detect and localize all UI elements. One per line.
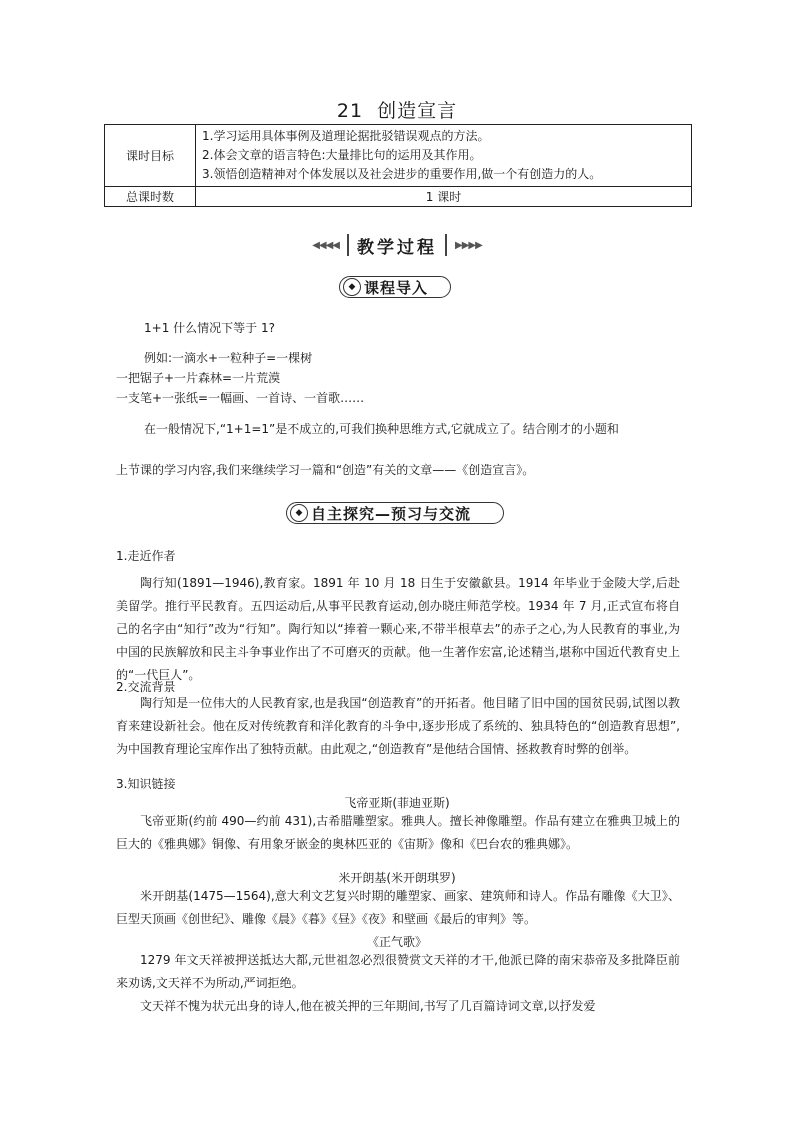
right-arrows-icon: ▶▶▶▶ [455,239,482,251]
banner-title: 教学过程 [357,237,437,258]
hours-value-cell: 1 课时 [196,187,692,207]
background-paragraph: 陶行知是一位伟大的人民教育家,也是我国“创造教育”的开拓者。他目睹了旧中国的国贫民弱,试图以教育来建设新社会。他在反对传统教育和洋化教育的斗争中,逐步形成了系统的、独具特色的“创造教育思想”,为中国教育理论宝库作出了独特贡献。由此观之,“创造教育”是他结合国情、拯救教育时弊的创举。 [116,696,680,756]
author-heading: 1.走近作者 [116,549,176,563]
example-line: 例如:一滴水+一粒种子=一棵树 [144,351,313,365]
goal-item: 2.体会文章的语言特色:大量排比句的运用及其作用。 [202,148,482,162]
goals-header-cell: 课时目标 [105,125,196,187]
left-arrows-icon: ◀◀◀◀ [312,239,339,251]
goal-item: 1.学习运用具体事例及道理论据批驳错误观点的方法。 [202,129,490,143]
goals-content-cell [196,125,692,187]
michelangelo-paragraph: 米开朗基(1475—1564),意大利文艺复兴时期的雕塑家、画家、建筑师和诗人。作品有雕像《大卫》、巨型天顶画《创世纪》、雕像《晨》《暮》《昼》《夜》和壁画《最后的审判》等。 [116,889,680,926]
section-title: 课程导入 [364,278,429,297]
lesson-title [0,96,794,123]
hours-row [105,187,692,207]
teaching-process-banner [0,231,794,259]
author-paragraph: 陶行知(1891—1946),教育家。1891 年 10 月 18 日生于安徽歙县。1914 年毕业于金陵大学,后赴美留学。推行平民教育。五四运动后,从事平民教育运动,创办晓庄师范学校。1934 年 7 月,正式宣布将自己的名字由“知行”改为“行知”。陶行知以“捧着一颗心来,不带半根草去”的赤子之心,为人民教育的事业,为中国的民族解放和民主斗争事业作出了不可磨灭的贡献。他一生著作宏富,论述精当,堪称中国近代教育史上的“一代巨人”。 [116,576,680,682]
example-line: 一把锯子+一片森林=一片荒漠 [116,371,281,385]
book-icon: ◆ [343,278,361,296]
section-heading-intro [339,276,451,298]
lesson-number: 21 [336,100,364,122]
hours-header-cell: 总课时数 [105,187,196,207]
goal-item: 3.领悟创造精神对个体发展以及社会进步的重要作用,做一个有创造力的人。 [202,167,602,181]
section-title: 自主探究—预习与交流 [311,504,472,523]
divider [445,234,447,256]
lesson-goals-table [104,124,692,207]
banner-frame [345,233,449,258]
divider [347,234,349,256]
background-heading: 2.交流背景 [116,680,176,694]
example-line: 一支笔+一张纸=一幅画、一首诗、一首歌…… [116,391,365,405]
intro-paragraph: 上节课的学习内容,我们来继续学习一篇和“创造”有关的文章——《创造宣言》。 [116,463,535,477]
intro-question: 1+1 什么情况下等于 1? [144,321,275,335]
book-icon: ◆ [290,504,308,522]
intro-paragraph: 在一般情况下,“1+1=1”是不成立的,可我们换种思维方式,它就成立了。结合刚才的小题和 [144,422,619,436]
zhengqige-paragraph: 1279 年文天祥被押送抵达大都,元世祖忽必烈很赞赏文天祥的才干,他派已降的南宋恭帝及多批降臣前来劝诱,文天祥不为所动,严词拒绝。 [116,953,680,990]
goals-row [105,125,692,187]
lesson-name: 创造宣言 [377,100,458,122]
michelangelo-title: 米开朗基(米开朗琪罗) [338,871,456,885]
phidias-title: 飞帝亚斯(菲迪亚斯) [344,796,450,810]
links-heading: 3.知识链接 [116,777,176,791]
section-heading-explore [286,502,504,524]
zhengqige-title: 《正气歌》 [366,935,427,949]
zhengqige-paragraph: 文天祥不愧为状元出身的诗人,他在被关押的三年期间,书写了几百篇诗词文章,以抒发爱 [140,999,596,1013]
phidias-paragraph: 飞帝亚斯(约前 490—约前 431),古希腊雕塑家。雅典人。擅长神像雕塑。作品有建立在雅典卫城上的巨大的《雅典娜》铜像、有用象牙嵌金的奥林匹亚的《宙斯》像和《巴台农的雅典娜》。 [116,814,680,851]
